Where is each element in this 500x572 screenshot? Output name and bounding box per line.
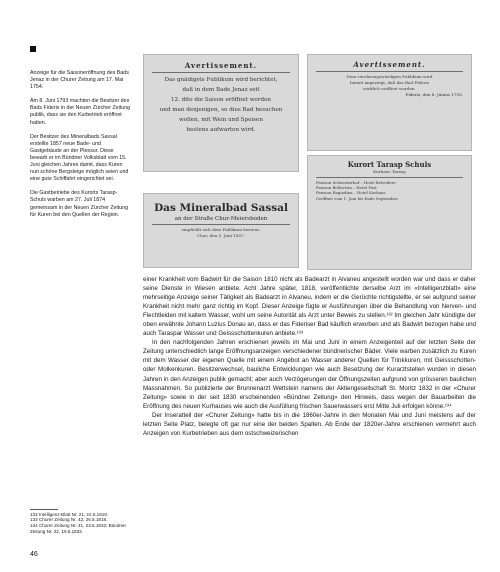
- caption-2: Am 8. Juni 1793 machten die Besitzer des Bads Fideris in der Neuen Zürcher Zeitung publik, dass sie den Kurbetrieb eröffnet hatten.: [30, 98, 131, 126]
- footnote-rule: [30, 509, 58, 510]
- clipping-line: wirklich eröffnet worden.: [363, 86, 416, 91]
- clipping-line: empfiehlt sich dem Publikum bestens.: [181, 227, 261, 232]
- clipping-line: Geöffnet vom 1. Juni bis Ende September.: [316, 195, 399, 201]
- footnote-134: 134 Churer Zeitung Nr. 41, 23.5.1832; Bündner Zeitung Nr. 22, 19.5.1832.: [30, 523, 127, 534]
- clipping-title: Kurort Tarasp Schuls: [347, 160, 432, 169]
- footnote-133: 133 Churer Zeitung Nr. 42, 26.5.1818.: [30, 517, 108, 523]
- caption-3: Der Besitzer des Mineralbads Sassal erstellte 1857 neue Bade- und Gastgebäude an der Plessur. Diese bewarb er im Bündner Volksblatt vom 15. Juni gleichen Jahres damit, dass Kuren nun schöne Bergsteige möglich seien und eine gute Schiffahrt eingerichtet sei.: [30, 133, 129, 183]
- clipping-line: daß in dem Bade Jenaz seit: [182, 87, 260, 93]
- clipping-line: Dem verehrungswürdigen Publikum wird: [346, 74, 433, 79]
- newspaper-clipping-sassal: [143, 193, 299, 268]
- clipping-line: hiemit angezeigt, daß das Bad Fideris: [350, 80, 429, 85]
- clipping-subtitle: an der Straße Chur-Meiersboden: [174, 216, 268, 222]
- clipping-line: Pension Engiadina – Hotel Kurhaus: [316, 190, 386, 196]
- clipping-rule: [152, 72, 290, 73]
- clipping-rule: [152, 224, 290, 225]
- caption-column: [30, 70, 132, 226]
- section-marker: [30, 46, 36, 52]
- body-text: [143, 275, 476, 438]
- clipping-line: 12. dito die Saison eröffnet worden: [170, 97, 272, 103]
- paragraph-2: In den nachfolgenden Jahren erschienen jeweils im Mai und Juni in einem Anzeigenteil auf der letzten Seite der Zeitung unterschiedlich lange Eröffnungsanzeigen verschiedener bündnerischer Bäder. Viele warben zusätzlich zu Kuren mit dem Wasser der eigenen Quelle mit einem Angebot an Wasser anderer Quellen für Trinkkuren, mit Geissschotten- oder Molkenkuren. Besitzerwechsel, bauliche Entwicklungen wie auch Besetzung der Kurarztstellen wurden in diesen Jahren in den Anzeigen publik gemacht; aber auch Verzögerungen der Öffnungszeiten aufgrund von grösseren baulichen Massnahmen. So publizierte der Brunnenarzt Wettstein namens der Aktiengesellschaft St. Moritz 1832 in der «Churer Zeitung» sowie in der seit 1830 erscheinenden «Bündner Zeitung» den Hinweis, dass wegen der Bauarbeiten die Eröffnung des neuen Kurhauses wie auch die Ausfüllung frischen Sauerwassers erst Mitte Juli erfolgen könne.¹³⁴: [143, 339, 476, 410]
- clipping-line: bestens aufwarten wird.: [186, 127, 256, 133]
- clipping-rule: [316, 71, 463, 72]
- page-number: 46: [30, 551, 38, 558]
- clipping-rule: [316, 177, 463, 178]
- clipping-signature: Fideris, den 8. Junius 1793.: [405, 92, 463, 97]
- newspaper-clipping-tarasp: [307, 155, 472, 270]
- clipping-line: und man denjenigen, so dies Bad besuchen: [159, 107, 283, 113]
- footnote-132: 132 Intelligenz-Blatt Nr. 21, 22.5.1810.: [30, 511, 109, 517]
- clipping-line: Pension Schweizerhof – Hotel Belvedere: [316, 180, 396, 185]
- clipping-subtitle: Kurhaus Tarasp: [373, 169, 406, 174]
- clipping-line: Pension Bellavista – Hotel Post: [316, 185, 377, 191]
- clipping-title: Avertissement.: [184, 61, 258, 70]
- clipping-title: Avertissement.: [353, 60, 426, 69]
- newspaper-clipping-fideris: [307, 54, 472, 151]
- clipping-line: Das gnädigste Publikum wird berichtet,: [164, 77, 278, 83]
- clipping-title: Das Mineralbad Sassal: [154, 202, 288, 214]
- clipping-line: Chur, den 5. Juni 1857.: [197, 233, 245, 238]
- paragraph-3: Der Inseratteil der «Churer Zeitung» hatte bis in die 1860er-Jahre in den Monaten Mai und Juni meistens auf der letzten Seite Platz, belegte oft gar nur eine der beiden Spalten. Ab Ende der 1820er-Jahre erschienen vermehrt auch Anzeigen von Kurbetrieben aus dem ostschweizerischen: [143, 411, 476, 437]
- footnotes: [30, 509, 134, 534]
- newspaper-clipping-jenaz: [143, 54, 299, 172]
- caption-4: Die Gastbetriebe des Kurorts Tarasp-Schuls warben am 27. Juli 1874 gemeinsam in der Neuen Zürcher Zeitung für Kuren bei den Quellen der Region.: [30, 190, 129, 218]
- clipping-line: wollen, mit Wein und Speisen: [179, 117, 263, 123]
- caption-1: Anzeige für die Saisoneröffnung des Bads Jenaz in der Churer Zeitung am 17. Mai 1754.: [30, 70, 129, 91]
- paragraph-1: einer Krankheit vom Badwirt für die Saison 1810 nicht als Badearzt in Alvaneu angestellt worden war und dass er daher seine Dienste in Wiesen anbiete. Acht Jahre später, 1818, veröffentlichte derselbe Arzt im «Intelligenzblatt» eine mehrseitige Anzeige seiner Tätigkeit als Badearzt in Alvaneu, indem er die Gerüchte richtigstellte, er sei aufgrund seiner Krankheit nicht mehr ganz richtig im Kopf. Dieser Anzeige fügte er Ausführungen über die Behandlung von Nerven- und Flechtleiden mit kaltem Wasser, wohl um seine Autorität als Arzt unter Beweis zu stellen.¹³² Im gleichen Jahr kündigte der oben erwähnte Johann Luzius Donau an, dass er das Fideriser Bad käuflich erworben und als Badwirt bezogen habe und auch Taraspar Wasser und Geissschottenkuren anbiete.¹³³: [143, 276, 476, 338]
